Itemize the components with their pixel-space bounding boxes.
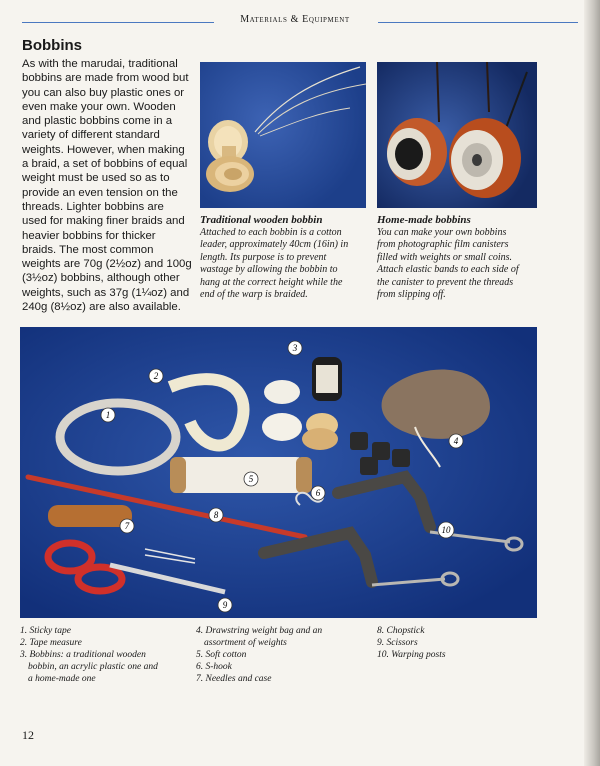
- caption-line: from slipping off.: [377, 289, 446, 301]
- legend-item: 1. Sticky tape: [20, 626, 71, 636]
- photo-homemade-bobbins: [377, 62, 537, 208]
- caption-line: leader, approximately 40cm (16in) in: [200, 239, 349, 251]
- marker-7: [120, 519, 134, 533]
- body-line: 240g (8½oz) are also available.: [22, 301, 181, 314]
- marker-8: [209, 508, 223, 522]
- caption-line: wastage by allowing the bobbin to: [200, 264, 338, 276]
- marker-8-label: 8: [213, 510, 219, 520]
- marker-4: [449, 434, 463, 448]
- marker-6-label: 6: [315, 488, 321, 498]
- marker-9: [218, 598, 232, 612]
- caption-homemade-text: [377, 227, 519, 301]
- body-line: As with the marudai, traditional: [22, 58, 178, 70]
- marker-9-label: 9: [222, 600, 228, 610]
- tape-measure-shape: [170, 379, 244, 445]
- caption-line: Attached to each bobbin is a cotton: [200, 227, 342, 238]
- legend-item: 6. S-hook: [196, 662, 232, 672]
- legend-item: 5. Soft cotton: [196, 650, 247, 660]
- caption-wooden-text: [200, 227, 348, 301]
- legend-item: 10. Warping posts: [377, 650, 446, 660]
- marker-10: [438, 522, 454, 538]
- body-line: threads. Lighter bobbins are: [22, 200, 164, 213]
- legend-item-cont: assortment of weights: [204, 638, 287, 648]
- caption-line: You can make your own bobbins: [377, 227, 507, 238]
- marker-3: [288, 341, 302, 355]
- marker-6: [311, 486, 325, 500]
- body-line: variety of different standard: [22, 129, 160, 142]
- page-edge: [584, 0, 600, 766]
- caption-line: the canister to prevent the threads: [377, 276, 514, 288]
- body-line: and plastic bobbins come in a: [22, 115, 173, 128]
- section-title: Bobbins: [22, 37, 82, 54]
- marker-2: [149, 369, 163, 383]
- body-line: weights. However, when making: [22, 143, 185, 156]
- caption-line: hang at the correct height while the: [200, 276, 343, 288]
- caption-line: length. Its purpose is to prevent: [200, 251, 327, 263]
- marker-2-label: 2: [153, 371, 159, 381]
- legend-item: 9. Scissors: [377, 638, 418, 648]
- marker-7-label: 7: [124, 521, 130, 531]
- marker-5: [244, 472, 258, 486]
- caption-homemade-title: Home-made bobbins: [377, 214, 471, 226]
- legend-item: 3. Bobbins: a traditional wooden: [20, 650, 146, 660]
- caption-line: Attach elastic bands to each side of: [377, 264, 519, 276]
- body-line: weight must be used so as to: [22, 172, 170, 185]
- header-rule-right: [378, 22, 578, 23]
- legend-column-1: [20, 625, 158, 685]
- legend-item: 7. Needles and case: [196, 674, 272, 684]
- equipment-illustration: [20, 327, 537, 618]
- legend-item: 8. Chopstick: [377, 626, 425, 636]
- body-line: a braid, a set of bobbins of equal: [22, 158, 188, 171]
- body-line: weights, such as 37g (1¼oz) and: [22, 286, 190, 299]
- sticky-tape-shape: [60, 403, 176, 471]
- marker-3-label: 3: [292, 343, 298, 353]
- legend-column-2: [196, 625, 322, 685]
- marker-1: [101, 408, 115, 422]
- caption-line: from photographic film canisters: [377, 239, 509, 251]
- wooden-bobbin-illustration: [200, 62, 366, 208]
- caption-line: filled with weights or small coins.: [377, 251, 513, 263]
- body-text: [22, 57, 194, 314]
- legend-item: 2. Tape measure: [20, 638, 82, 648]
- page-number: 12: [22, 728, 34, 742]
- homemade-bobbins-illustration: [377, 62, 537, 208]
- marker-4-label: 4: [453, 436, 459, 446]
- body-line: (3½oz) bobbins, although other: [22, 272, 180, 285]
- legend-item: 4. Drawstring weight bag and an: [196, 626, 323, 636]
- legend-item-cont: a home-made one: [28, 674, 96, 684]
- photo-equipment: [20, 327, 537, 618]
- body-line: bobbins are made from wood but: [22, 72, 189, 85]
- caption-wooden-title: Traditional wooden bobbin: [200, 214, 323, 226]
- body-line: provide an even tension on the: [22, 186, 178, 199]
- body-line: braids. The most common: [22, 243, 154, 256]
- legend-item-cont: bobbin, an acrylic plastic one and: [28, 662, 158, 672]
- body-line: you can also buy plastic ones or: [22, 86, 185, 99]
- marker-10-label: 10: [441, 525, 451, 535]
- running-header: [22, 10, 578, 36]
- marker-1-label: 1: [105, 410, 111, 420]
- caption-line: end of the warp is braided.: [200, 289, 308, 301]
- body-line: weights are 70g (2½oz) and 100g: [22, 258, 192, 271]
- marker-5-label: 5: [248, 474, 254, 484]
- legend-column-3: [377, 625, 446, 661]
- header-title: Materials & Equipment: [240, 14, 350, 25]
- header-rule-left: [22, 22, 214, 23]
- body-line: heavier bobbins for thicker: [22, 229, 156, 242]
- body-line: even make your own. Wooden: [22, 100, 176, 113]
- body-line: used for making finer braids and: [22, 215, 185, 228]
- photo-wooden-bobbin: [200, 62, 366, 208]
